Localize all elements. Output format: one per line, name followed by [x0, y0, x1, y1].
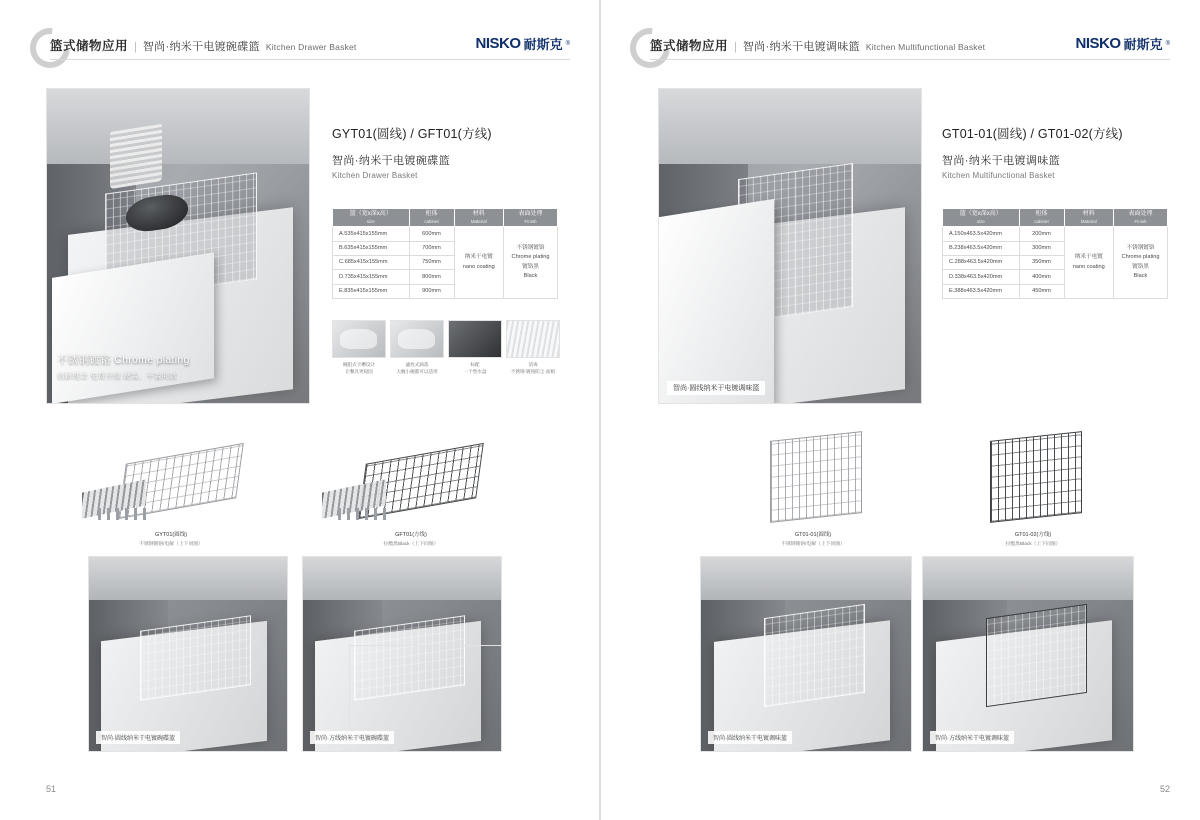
product-model: GT01-01(圆线) / GT01-02(方线) — [942, 127, 1123, 141]
left-spec-table — [332, 208, 558, 299]
feature-thumb — [448, 320, 502, 358]
spice-basket-illustration — [770, 431, 862, 523]
feature-caption: 消毒 不锈钢·镀铬防尘·面板 — [510, 362, 556, 374]
hero-caption-sub: 创新理念 免费升级 硬装、平装同款 — [57, 371, 178, 380]
drawing-art — [76, 440, 266, 526]
header-product-cn: 智尚·纳米干电镀碗碟篮 — [142, 41, 260, 53]
feature-thumb — [390, 320, 444, 358]
drawing-name: GT01-01(圆线) — [794, 532, 832, 538]
cell-size: B.238x463.5x420mm — [943, 241, 1020, 255]
left-page-header — [30, 28, 570, 70]
product-name-en: Kitchen Drawer Basket — [332, 171, 418, 180]
feature-caption: 标配 一个垫水盘 — [463, 362, 487, 374]
photo-caption: 智尚·方线纳米干电镀碗碟篮 — [310, 731, 394, 744]
right-product-info — [942, 124, 1168, 180]
cell-size: B.635x415x155mm — [333, 241, 410, 255]
hero-drawer-front — [659, 199, 774, 404]
drawing-desc: 不锈钢镀铬/电解（上下同图） — [139, 542, 203, 547]
table-row — [943, 227, 1168, 241]
drawing-art — [718, 430, 908, 526]
cell-size: E.388x463.5x420mm — [943, 284, 1020, 298]
brand-logo-tm: ® — [565, 40, 570, 47]
col-material: 材料 Material — [1064, 209, 1114, 227]
table-header-row — [333, 209, 558, 227]
drawing-item — [938, 430, 1128, 547]
cell-finish: 不锈钢镀铬 Chrome plating 镀铬黑 Black — [1114, 227, 1168, 299]
cell-cabinet: 400mm — [1019, 270, 1064, 284]
col-cabinet: 柜体 cabinet — [1019, 209, 1064, 227]
feature-thumb — [506, 320, 560, 358]
table-header-row — [943, 209, 1168, 227]
header-product-en: Kitchen Drawer Basket — [265, 42, 357, 52]
left-bottom-photo-2 — [302, 556, 502, 752]
col-finish: 表面处理 Finish — [1114, 209, 1168, 227]
cell-size: C.288x463.5x420mm — [943, 255, 1020, 269]
cell-size: C.685x415x155mm — [333, 255, 410, 269]
brand-logo-cn: 耐斯克 — [523, 37, 563, 52]
hero-plates — [110, 123, 162, 189]
cell-cabinet: 750mm — [409, 255, 454, 269]
drawing-desc: 不锈钢镀铬/电解（上下同图） — [781, 542, 845, 547]
header-product-en: Kitchen Multifunctional Basket — [865, 42, 986, 52]
drawing-name: GT01-02(方线) — [1014, 532, 1052, 538]
screws-illustration — [338, 508, 392, 520]
product-model: GYT01(圆线) / GFT01(方线) — [332, 127, 492, 141]
left-bottom-photo-1 — [88, 556, 288, 752]
screws-illustration — [98, 508, 152, 520]
right-page-header — [630, 28, 1170, 70]
drawing-art — [938, 430, 1128, 526]
header-titles — [650, 36, 985, 54]
cell-cabinet: 300mm — [1019, 241, 1064, 255]
right-drawing-row — [658, 430, 1170, 560]
feature-caption: 碗阻式卡槽设计 让餐具更稳固 — [342, 362, 376, 374]
header-category: 篮式储物应用 — [50, 39, 129, 53]
drawing-art — [316, 440, 506, 526]
drawing-item — [316, 440, 506, 547]
header-divider: | — [134, 41, 137, 53]
drawing-item — [76, 440, 266, 547]
brand-logo — [1076, 34, 1170, 53]
brand-logo — [476, 34, 570, 53]
header-category: 篮式储物应用 — [650, 39, 729, 53]
cell-cabinet: 700mm — [409, 241, 454, 255]
col-size: 篮（宽x深x高） size — [333, 209, 410, 227]
right-page — [600, 0, 1200, 820]
left-product-info — [332, 124, 558, 180]
product-name-cn: 智尚·纳米干电镀调味篮 — [942, 155, 1061, 167]
product-name-en: Kitchen Multifunctional Basket — [942, 171, 1055, 180]
drawing-desc: 拉酯黑Black（上下同图） — [1005, 542, 1061, 547]
feature-strip — [332, 320, 558, 376]
cell-size: E.835x415x155mm — [333, 284, 410, 298]
hero-caption-main: 不锈钢镀铬 Chrome plating — [57, 354, 190, 366]
feature-item — [506, 320, 560, 376]
feature-item — [390, 320, 444, 376]
cell-size: D.735x415x155mm — [333, 270, 410, 284]
cell-size: A.150x463.5x420mm — [943, 227, 1020, 241]
photo-caption: 智尚·圆线纳米干电镀碗碟篮 — [96, 731, 180, 744]
left-hero-photo — [46, 88, 310, 404]
cell-size: D.338x463.5x420mm — [943, 270, 1020, 284]
right-bottom-photo-1 — [700, 556, 912, 752]
drawing-name: GFT01(方线) — [395, 532, 427, 538]
page-number-left: 51 — [46, 784, 57, 794]
spread-gutter — [599, 0, 601, 820]
brand-logo-text: NISKO — [475, 35, 521, 52]
header-titles — [50, 36, 357, 54]
feature-thumb — [332, 320, 386, 358]
product-name-cn: 智尚·纳米干电镀碗碟篮 — [332, 155, 451, 167]
col-cabinet: 柜体 cabinet — [409, 209, 454, 227]
col-finish: 表面处理 Finish — [504, 209, 558, 227]
spice-basket-illustration — [990, 431, 1082, 523]
table-row — [333, 227, 558, 241]
header-product-cn: 智尚·纳米干电镀调味篮 — [742, 41, 860, 53]
cell-size: A.535x415x155mm — [333, 227, 410, 241]
hero-countertop — [659, 89, 921, 164]
cell-cabinet: 800mm — [409, 270, 454, 284]
header-rule — [50, 59, 570, 60]
cell-material: 纳米干电镀 nano coating — [1064, 227, 1114, 299]
feature-caption: 滤放式滴落 大碗小碗都可以适用 — [396, 362, 438, 374]
cell-cabinet: 200mm — [1019, 227, 1064, 241]
drawing-desc: 拉酯黑Black（上下同图） — [383, 542, 439, 547]
header-divider: | — [734, 41, 737, 53]
feature-item — [448, 320, 502, 376]
cell-cabinet: 900mm — [409, 284, 454, 298]
brand-logo-tm: ® — [1165, 40, 1170, 47]
header-rule — [650, 59, 1170, 60]
right-spec-table — [942, 208, 1168, 299]
right-bottom-photo-2 — [922, 556, 1134, 752]
hero-countertop — [47, 89, 309, 164]
drawing-name: GYT01(圆线) — [154, 532, 188, 538]
photo-caption: 智尚·方线纳米干电镀调味篮 — [930, 731, 1014, 744]
brand-logo-cn: 耐斯克 — [1123, 37, 1163, 52]
photo-caption: 智尚·圆线纳米干电镀调味篮 — [708, 731, 792, 744]
hero-caption: 智尚·圆线纳米干电镀调味篮 — [667, 381, 765, 395]
cell-cabinet: 350mm — [1019, 255, 1064, 269]
col-material: 材料 Material — [454, 209, 504, 227]
brand-logo-text: NISKO — [1075, 35, 1121, 52]
right-hero-photo — [658, 88, 922, 404]
hero-caption — [57, 352, 190, 381]
left-drawing-row — [46, 440, 558, 560]
drawing-item — [718, 430, 908, 547]
cell-material: 纳米干电镀 nano coating — [454, 227, 504, 299]
page-number-right: 52 — [1159, 784, 1170, 794]
cell-cabinet: 450mm — [1019, 284, 1064, 298]
cell-cabinet: 600mm — [409, 227, 454, 241]
feature-item — [332, 320, 386, 376]
cell-finish: 不锈钢镀铬 Chrome plating 镀铬黑 Black — [504, 227, 558, 299]
col-size: 篮（宽x深x高） size — [943, 209, 1020, 227]
